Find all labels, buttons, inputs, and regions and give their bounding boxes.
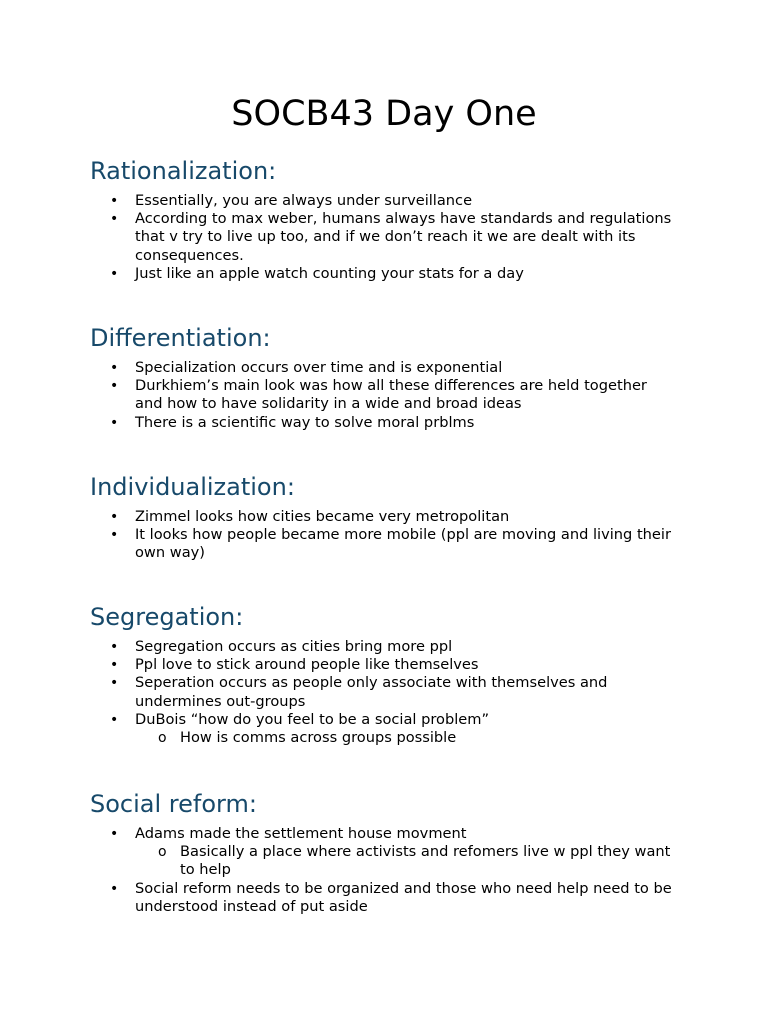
list-item-text: Segregation occurs as cities bring more ppl [135,638,453,655]
sub-list-item [135,729,675,747]
list-item [90,638,675,656]
section-heading: Social reform: [90,790,257,818]
list-item-text: Just like an apple watch counting your stats for a day [135,264,524,282]
list-item-text: It looks how people became more mobile (ppl are moving and living their own way) [135,526,671,562]
bullet-icon: • [110,826,119,842]
sub-list-item [135,843,675,879]
bullet-icon: • [110,880,119,897]
bullet-icon: • [110,639,119,655]
section-heading: Rationalization: [90,157,277,185]
section-heading: Individualization: [90,473,295,501]
section-individualization [90,472,690,563]
sub-list-item-text: Basically a place where activists and refomers live w ppl they want to help [180,843,671,879]
sub-bullet-icon: o [158,730,167,747]
list-item [90,825,675,880]
list-item-text: Zimmel looks how cities became very metropolitan [135,508,510,525]
list-item-text: Essentially, you are always under surveillance [135,192,473,209]
list-item-text: There is a scientific way to solve moral prblms [135,413,475,431]
bullet-icon: • [110,711,119,728]
bullet-icon: • [110,414,119,431]
list-item [90,210,675,265]
bullet-icon: • [110,378,119,395]
sub-bullet-icon: o [158,844,167,861]
section-rationalization [90,156,690,283]
list-item-text: Durkhiem’s main look was how all these differences are held together and how to have solidarity in a wide and broad ideas [135,377,647,413]
list-item [90,377,675,413]
list-item [90,674,675,710]
list-item [90,526,675,562]
list-item [90,192,675,210]
list-item [90,508,675,526]
bullet-icon: • [110,193,119,209]
list-item-text: Adams made the settlement house movment [135,825,467,842]
list-item-text: According to max weber, humans always have standards and regulations that v try to live up too, and if we don’t reach it we are dealt with its consequences. [135,210,672,264]
list-item [90,359,675,377]
section-heading: Differentiation: [90,324,271,352]
bullet-icon: • [110,675,119,692]
list-item-text: Seperation occurs as people only associate with themselves and undermines out-groups [135,674,608,710]
list-item-text: Ppl love to stick around people like themselves [135,656,479,674]
bullet-list [90,359,690,432]
bullet-icon: • [110,509,119,525]
section-differentiation [90,323,690,432]
section-social-reform [90,789,690,916]
bullet-icon: • [110,360,119,376]
list-item [90,656,675,674]
document-title: SOCB43 Day One [231,94,537,134]
bullet-icon: • [110,527,119,544]
bullet-list [90,508,690,563]
list-item-text: Specialization occurs over time and is exponential [135,359,503,376]
sub-bullet-list [135,843,675,879]
sub-list-item-text: How is comms across groups possible [180,729,457,747]
bullet-icon: • [110,211,119,228]
bullet-icon: • [110,657,119,674]
list-item [90,265,675,283]
bullet-icon: • [110,265,119,282]
list-item-text: Social reform needs to be organized and those who need help need to be understood instead of put aside [135,879,672,915]
bullet-list [90,638,690,747]
list-item [90,880,675,916]
bullet-list [90,192,690,283]
section-segregation [90,602,690,747]
list-item [90,414,675,432]
sub-bullet-list [135,729,675,747]
bullet-list [90,825,690,916]
list-item [90,711,675,747]
list-item-text: DuBois “how do you feel to be a social problem” [135,710,490,728]
section-heading: Segregation: [90,603,244,631]
